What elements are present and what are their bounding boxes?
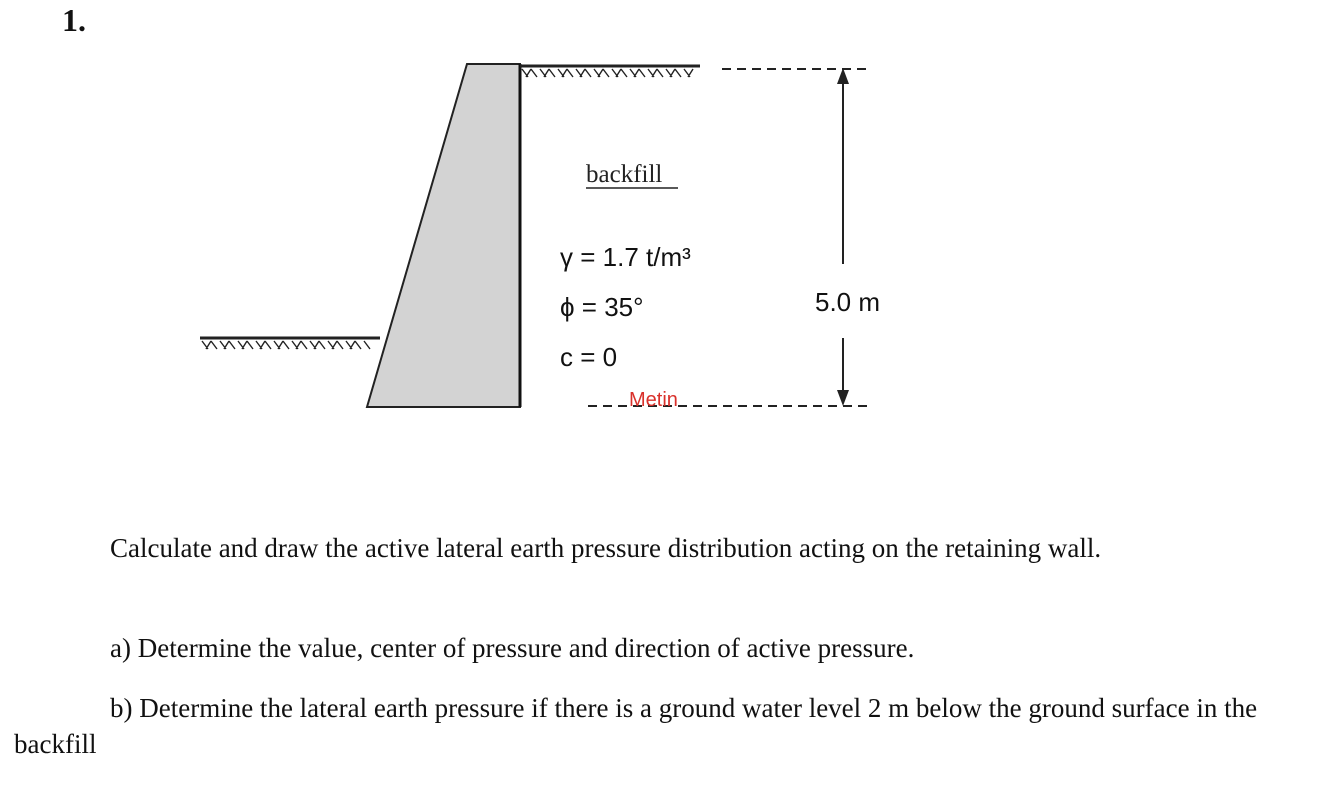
- backfill-label: backfill: [586, 161, 663, 188]
- problem-number: 1.: [62, 2, 86, 38]
- height-label: 5.0 m: [815, 287, 881, 317]
- cohesion-label: c = 0: [560, 342, 618, 372]
- question-part-b: b) Determine the lateral earth pressure if there is a ground water level 2 m below the ground surface in the backfill: [14, 693, 1258, 759]
- retaining-wall: [367, 64, 520, 407]
- front-ground-surface: [200, 338, 380, 349]
- backfill-ground-surface: [520, 66, 700, 77]
- question-part-a: a) Determine the value, center of pressure and direction of active pressure.: [110, 633, 915, 663]
- question-intro: Calculate and draw the active lateral earth pressure distribution acting on the retaining wall.: [110, 533, 1102, 563]
- watermark-text: Metin: [629, 389, 678, 411]
- height-dimension-arrow: [837, 68, 849, 406]
- friction-angle-label: ϕ = 35°: [560, 292, 644, 322]
- unit-weight-label: γ = 1.7 t/m³: [560, 242, 691, 272]
